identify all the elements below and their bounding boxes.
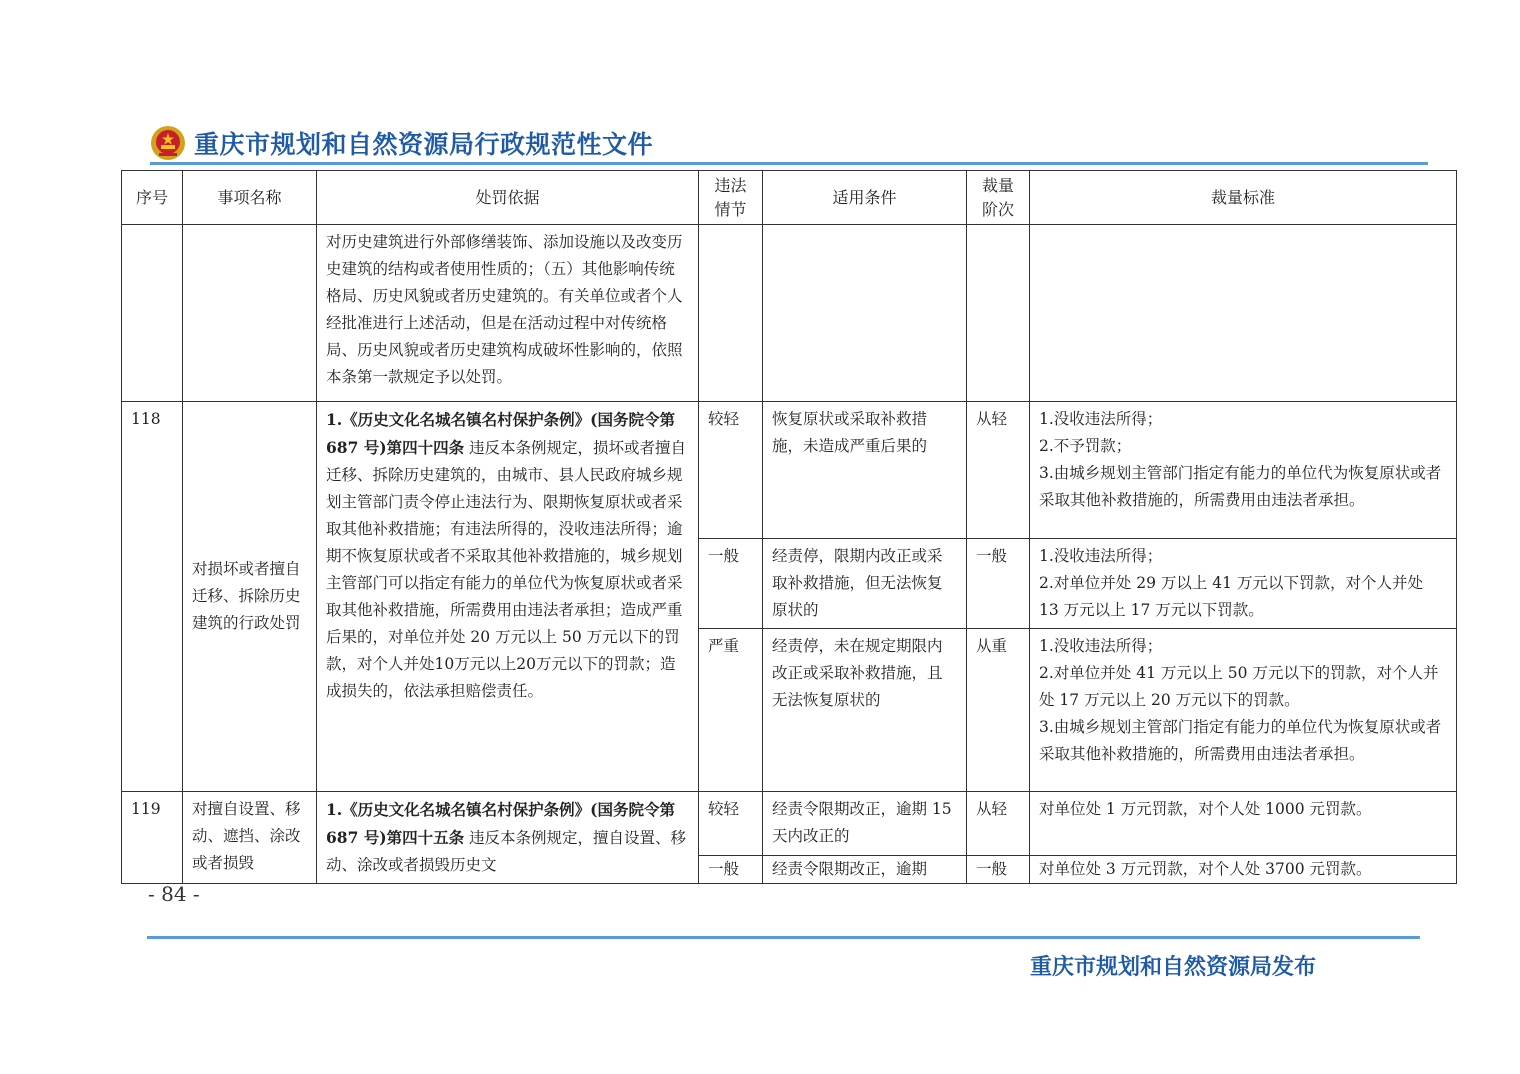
footer-publisher: 重庆市规划和自然资源局发布 <box>1029 955 1316 980</box>
circumstance-cell: 一般 <box>699 855 763 883</box>
standard-line: 1.没收违法所得； <box>1039 410 1163 428</box>
column-header: 事项名称 <box>183 171 317 225</box>
standard-line: 2.对单位并处 29 万以上 41 万元以下罚款，对个人并处 13 万元以上 17 万元以下罚款。 <box>1039 574 1423 619</box>
column-header: 裁量标准 <box>1030 171 1457 225</box>
standard-line: 1.没收违法所得； <box>1039 637 1163 655</box>
standard-cell <box>1030 225 1457 402</box>
national-emblem-icon <box>150 125 186 161</box>
column-header <box>699 171 763 225</box>
basis-text: 对历史建筑进行外部修缮装饰、添加设施以及改变历史建筑的结构或者使用性质的；（五）其他影响传统格局、历史风貌或者历史建筑的。有关单位或者个人经批准进行上述活动，但是在活动过程中对传统格局、历史风貌或者历史建筑构成破坏性影响的，依照本条第一款规定予以处罚。 <box>326 233 683 386</box>
seq-cell: 119 <box>122 792 183 884</box>
column-header-line: 违法 <box>714 175 747 195</box>
condition-cell <box>763 225 967 402</box>
seq-cell <box>122 225 183 402</box>
condition-cell: 经责停，限期内改正或采取补救措施，但无法恢复原状的 <box>763 539 967 629</box>
tier-cell: 从重 <box>967 629 1030 792</box>
document-header <box>150 122 653 164</box>
column-header-line: 裁量 <box>981 175 1014 195</box>
standard-cell: 对单位处 3 万元罚款，对个人处 3700 元罚款。 <box>1030 855 1457 883</box>
column-header: 序号 <box>122 171 183 225</box>
tier-cell: 一般 <box>967 855 1030 883</box>
circumstance-cell: 较轻 <box>699 792 763 856</box>
tier-cell: 从轻 <box>967 792 1030 856</box>
circumstance-cell: 较轻 <box>699 402 763 539</box>
basis-cell <box>317 792 699 884</box>
standard-line: 3.由城乡规划主管部门指定有能力的单位代为恢复原状或者采取其他补救措施的，所需费用由违法者承担。 <box>1039 718 1442 763</box>
basis-bold: 1.《历史文化名城名镇名村保护条例》(国务院令第 687 号)第四十四条 <box>326 410 676 457</box>
basis-cell <box>317 225 699 402</box>
column-header-line: 情节 <box>714 199 747 219</box>
column-header <box>967 171 1030 225</box>
page-number: - 84 - <box>148 882 200 906</box>
standard-line: 2.对单位并处 41 万元以上 50 万元以下的罚款，对个人并处 17 万元以上 20 万元以下的罚款。 <box>1039 664 1439 709</box>
condition-cell: 经责令限期改正，逾期 <box>763 855 967 883</box>
condition-cell: 经责停，未在规定期限内改正或采取补救措施，且无法恢复原状的 <box>763 629 967 792</box>
item-name-cell: 对损坏或者擅自迁移、拆除历史建筑的行政处罚 <box>183 402 317 792</box>
standard-cell: 对单位处 1 万元罚款，对个人处 1000 元罚款。 <box>1030 792 1457 856</box>
basis-text: 违反本条例规定，损坏或者擅自迁移、拆除历史建筑的，由城市、县人民政府城乡规划主管部门责令停止违法行为、限期恢复原状或者采取其他补救措施；有违法所得的，没收违法所得；逾期不恢复原状或者不采取其他补救措施的，城乡规划主管部门可以指定有能力的单位代为恢复原状或者采取其他补救措施，所需费用由违法者承担；造成严重后果的，对单位并处 20 万元以上 50 万元以下的罚款，对个人并处10万元以上20万元以下的罚款；造成损失的，依法承担赔偿责任。 <box>326 439 687 700</box>
condition-cell: 经责令限期改正，逾期 15 天内改正的 <box>763 792 967 856</box>
column-header: 处罚依据 <box>317 171 699 225</box>
table-header-row <box>122 171 1457 225</box>
basis-cell <box>317 402 699 792</box>
standard-line: 1.没收违法所得； <box>1039 547 1163 565</box>
header-title: 重庆市规划和自然资源局行政规范性文件 <box>194 130 654 159</box>
standard-line: 2.不予罚款； <box>1039 437 1132 455</box>
standard-cell <box>1030 402 1457 539</box>
standard-cell <box>1030 629 1457 792</box>
item-name-cell <box>183 225 317 402</box>
column-header-line: 阶次 <box>981 199 1014 219</box>
circumstance-cell: 一般 <box>699 539 763 629</box>
standard-line: 3.由城乡规划主管部门指定有能力的单位代为恢复原状或者采取其他补救措施的，所需费用由违法者承担。 <box>1039 464 1442 509</box>
table-row-continued <box>122 225 1457 402</box>
table-row <box>122 402 1457 539</box>
tier-cell <box>967 225 1030 402</box>
basis-text: 违反本条例规定，擅自设置、移动、涂改或者损毁历史文 <box>326 829 687 874</box>
item-name-cell: 对擅自设置、移动、遮挡、涂改或者损毁 <box>183 792 317 884</box>
seq-cell: 118 <box>122 402 183 792</box>
table-row <box>122 792 1457 856</box>
circumstance-cell <box>699 225 763 402</box>
penalty-table <box>121 170 1457 884</box>
header-rule <box>150 162 1428 165</box>
footer-rule <box>147 936 1420 939</box>
column-header: 适用条件 <box>763 171 967 225</box>
standard-cell <box>1030 539 1457 629</box>
condition-cell: 恢复原状或采取补救措施，未造成严重后果的 <box>763 402 967 539</box>
tier-cell: 从轻 <box>967 402 1030 539</box>
tier-cell: 一般 <box>967 539 1030 629</box>
basis-bold: 1.《历史文化名城名镇名村保护条例》(国务院令第 687 号)第四十五条 <box>326 800 676 847</box>
circumstance-cell: 严重 <box>699 629 763 792</box>
